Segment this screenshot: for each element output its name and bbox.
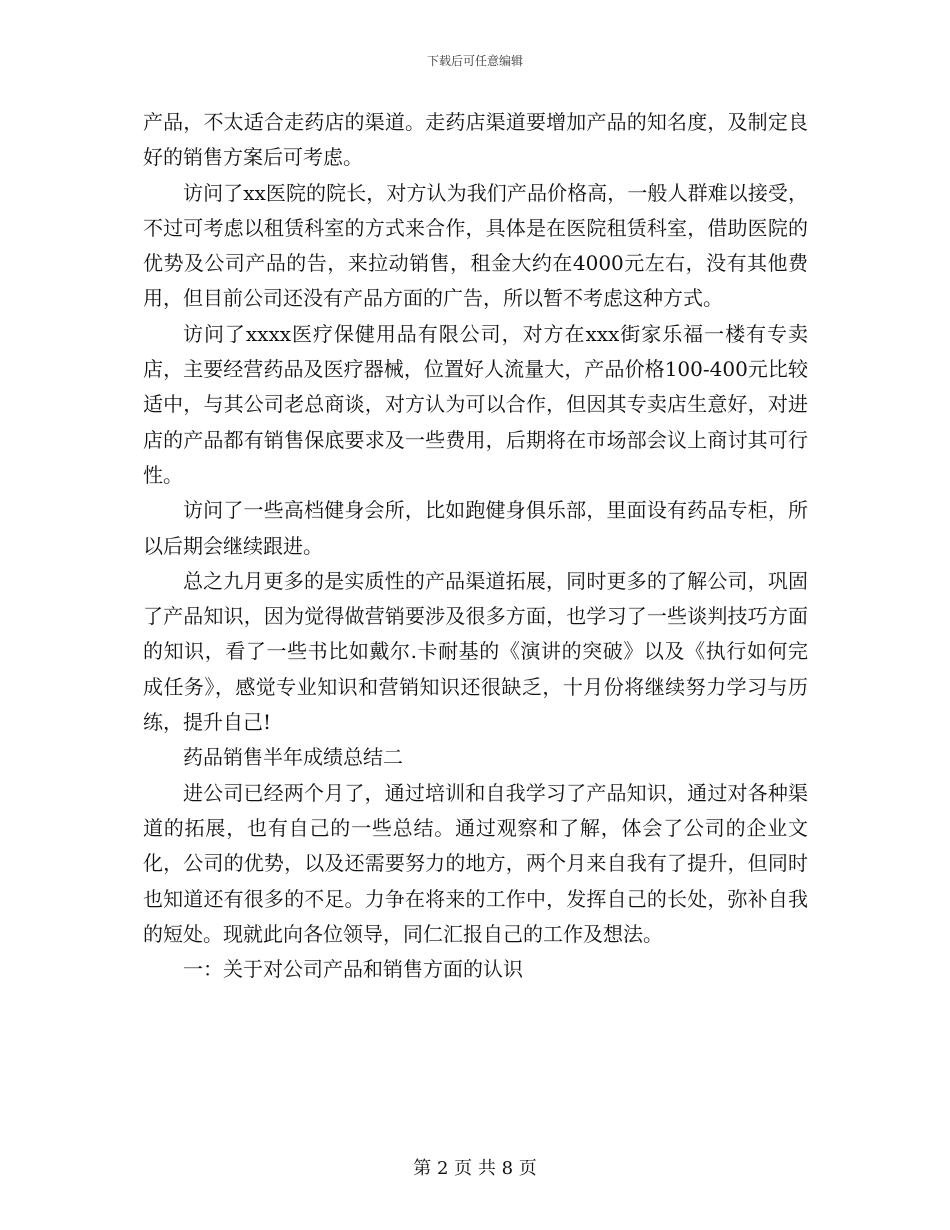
paragraph-continuation: 产品，不太适合走药店的渠道。走药店渠道要增加产品的知名度，及制定良好的销售方案后可考虑。	[143, 110, 808, 170]
document-body	[143, 105, 808, 987]
section-title: 药品销售半年成绩总结二	[183, 745, 403, 770]
page-footer: 第 2 页 共 8 页	[413, 1158, 537, 1179]
page-header: 下载后可任意编辑	[426, 54, 523, 68]
paragraph-introduction: 进公司已经两个月了，通过培训和自我学习了产品知识，通过对各种渠道的拓展，也有自己的一些总结。通过观察和了解，体会了公司的企业文化，公司的优势，以及还需要努力的地方，两个月来自我有了提升，但同时也知道还有很多的不足。力争在将来的工作中，发挥自己的长处，弥补自我的短处。现就此向各位领导，同仁汇报自己的工作及想法。	[143, 780, 808, 946]
paragraph-hospital-visit: 访问了xx医院的院长，对方认为我们产品价格高，一般人群难以接受，不过可考虑以租赁科室的方式来合作，具体是在医院租赁科室，借助医院的优势及公司产品的告，来拉动销售，租金大约在4000元左右，没有其他费用，但目前公司还没有产品方面的广告，所以暂不考虑这种方式。	[143, 180, 808, 311]
paragraph-medical-company-visit: 访问了xxxx医疗保健用品有限公司，对方在xxx街家乐福一楼有专卖店，主要经营药品及医疗器械，位置好人流量大，产品价格100-400元比较适中，与其公司老总商谈，对方认为可以合作，但因其专卖店生意好，对进店的产品都有销售保底要求及一些费用，后期将在市场部会议上商讨其可行性。	[143, 321, 808, 487]
section-heading: 一：关于对公司产品和销售方面的认识	[183, 957, 523, 982]
paragraph-september-summary: 总之九月更多的是实质性的产品渠道拓展，同时更多的了解公司，巩固了产品知识，因为觉得做营销要涉及很多方面，也学习了一些谈判技巧方面的知识，看了一些书比如戴尔.卡耐基的《演讲的突破》以及《执行如何完成任务》，感觉专业知识和营销知识还很缺乏，十月份将继续努力学习与历练，提升自己!	[143, 568, 808, 735]
paragraph-fitness-club-visit: 访问了一些高档健身会所，比如跑健身俱乐部，里面设有药品专柜，所以后期会继续跟进。	[143, 498, 808, 558]
